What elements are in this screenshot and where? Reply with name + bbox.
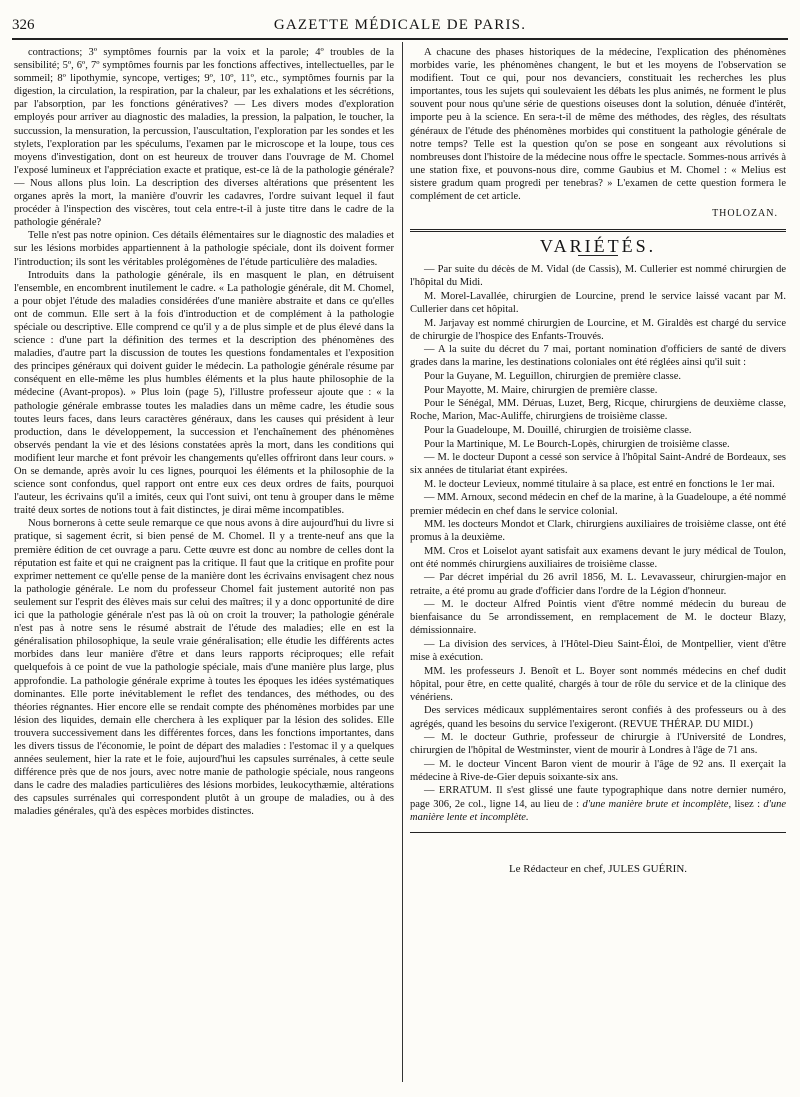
section-divider — [410, 229, 786, 232]
erratum-read: lisez : — [734, 798, 760, 810]
variete-item: — A la suite du décret du 7 mai, portant nomination d'officiers de santé de divers grades dans la marine, les destinations coloniales ont été réglées ainsi qu'il suit : — [410, 344, 786, 369]
variete-item: Pour la Martinique, M. Le Bourch-Lopès, chirurgien de troisième classe. — [424, 438, 730, 450]
variete-item: — MM. Arnoux, second médecin en chef de la marine, à la Guadeloupe, a été nommé premier médecin en chef dans le service colonial. — [410, 492, 786, 517]
variete-item: Pour la Guadeloupe, M. Douillé, chirurgien de troisième classe. — [424, 424, 692, 436]
page-number: 326 — [12, 17, 35, 33]
variete-item: MM. les docteurs Mondot et Clark, chirurgiens auxiliaires de troisième classe, ont été promus à la deuxième. — [410, 519, 786, 544]
running-title: GAZETTE MÉDICALE DE PARIS. — [273, 17, 527, 33]
left-paragraph-1: contractions; 3º symptômes fournis par la voix et la parole; 4º troubles de la sensibilité; 5º, 6º, 7º symptômes fournis par les fonctions affectives, intellectuelles, par le sommeil; 8º lipothymie, syncope, vertiges; 9º, 10º, 11º, etc., symptômes fournis par la digestion, la circulation, la respiration, par la chaleur, par les exhalations et les sécrétions, par l'absorption, par les fonctions génératives? — Les divers modes d'exploration employés pour arriver au diagnostic des maladies, la pression, la palpation, le toucher, la succussion, la mensuration, la percussion, l'auscultation, l'exploration par les sondes et les stylets, l'exploration par les spéculums, l'examen par le microscope et la loupe, tous ces moyens d'investigation, dont on est heureux de trouver dans l'ouvrage de M. Chomel l'exposé lumineux et l'appréciation exacte et pratique, est-ce là de la pathologie générale? — Nous allons plus loin. La description des diverses altérations que présentent les organes après la mort, la manière d'ouvrir les cadavres, l'ordre suivant lequel il faut procéder à l'inspection des viscères, tout cela entre-t-il à juste titre dans le cadre de la pathologie générale? — [14, 47, 394, 229]
variete-item: M. le docteur Levieux, nommé titulaire à sa place, est entré en fonctions le 1er mai. — [424, 478, 775, 490]
left-paragraph-4: Nous bornerons à cette seule remarque ce que nous avons à dire aujourd'hui du livre si pratique, si sagement écrit, si bien pensé de M. Chomel. Il y a trente-neuf ans que la première édition de cet ouvrage a paru. Cette œuvre est donc au nombre de celles dont la réputation est faite et qui ne craignent pas la critique. Il faut que la critique en profite pour exprimer nettement ce qu'elle pense de la manière dont les écrivains envisagent chez nous la pathologie générale. Le nom du professeur Chomel fait justement autorité non pas seulement sur l'esprit des élèves mais sur celui des maîtres; il y a donc opportunité de dire ici que la pathologie générale n'est pas là où on croit la trouver; la pathologie générale n'est pas à notre sens le résumé abstrait de l'étude des maladies; elle en est la généralisation philosophique, la seule vraie généralisation; elle étudie les différents actes morbides dans leur manière d'être et dans leurs rapports réciproques; elle refait quelquefois à ce point de vue la pathologie spéciale, mais d'une manière plus large, plus approfondie. La pathologie générale exprime à toutes les époques les idées systématiques dominantes. Elle porte inévitablement le reflet des tendances, des méthodes, ou des théories régnantes. Hier encore elle se rendait compte des phénomènes morbides par une lésion des liquides, demain elle cherchera à les expliquer par la lésion des solides. Elle trouvera successivement dans les différentes forces, dans les fonctions importantes, dans les divers tissus de l'économie, le point de départ des maladies : l'estomac il y a quelques années seulement, hier la rate et le foie, aujourd'hui les capsules surrénales, à cette seule différence près que de nos jours, avec notre manie de pathologie spéciale, nous rangeons dans le cadre des maladies particulières des lésions morbides, leukocythæmie, altérations des capsules surrénales qui correspondent plutôt à un groupe de maladies, ou à des maladies générales, qu'à des espèces morbides distinctes. — [14, 518, 394, 818]
variete-item: — M. le docteur Guthrie, professeur de chirurgie à l'Université de Londres, chirurgien de l'hôpital de Westminster, vient de mourir à Londres à l'âge de 71 ans. — [410, 732, 786, 757]
variete-item: Pour le Sénégal, MM. Déruas, Luzet, Berg, Ricque, chirurgiens de deuxième classe, Roche, Marion, Mac-Auliffe, chirurgiens de troisième classe. — [410, 398, 786, 423]
erratum-wrong-text: d'une manière brute et incomplète, — [582, 798, 732, 810]
variete-item: Pour Mayotte, M. Maire, chirurgien de première classe. — [424, 384, 658, 396]
section-title-varietes: VARIÉTÉS. — [539, 236, 657, 257]
variete-item: — M. le docteur Alfred Pointis vient d'être nommé médecin du bureau de bienfaisance du 5e arrondissement, en remplacement de M. le docteur Blazy, démissionnaire. — [410, 599, 786, 637]
author-signature: THOLOZAN. — [712, 208, 778, 220]
varietes-list — [410, 263, 786, 823]
variete-item: — La division des services, à l'Hôtel-Dieu Saint-Éloi, de Montpellier, vient d'être mise à exécution. — [410, 638, 786, 664]
variete-item: M. Morel-Lavallée, chirurgien de Lourcine, prend le service laissé vacant par M. Cullerier dans cet hôpital. — [410, 291, 786, 316]
variete-item: M. Jarjavay est nommé chirurgien de Lourcine, et M. Giraldès est chargé du service de chirurgie de l'hospice des Enfants-Trouvés. — [410, 317, 786, 342]
editor-label: Le Rédacteur en chef, — [508, 862, 606, 875]
variete-item: — Par décret impérial du 26 avril 1856, M. L. Levavasseur, chirurgien-major en retraite, a été promu au grade d'officier dans l'ordre de la Légion d'honneur. — [410, 572, 786, 597]
page-header — [12, 8, 788, 40]
variete-item: Des services médicaux supplémentaires seront confiés à des professeurs ou à des agrégés, quand les besoins du service l'exigeront. (REVUE THÉRAP. DU MIDI.) — [410, 705, 786, 730]
erratum-correct-text: d'une manière lente et incomplète. — [410, 798, 786, 823]
right-column — [410, 46, 786, 1086]
variete-item: — M. le docteur Vincent Baron vient de mourir à l'âge de 92 ans. Il exerçait la médecine à Rive-de-Gier depuis soixante-six ans. — [410, 758, 786, 783]
erratum — [410, 784, 786, 823]
right-paragraph-1: A chacune des phases historiques de la médecine, l'explication des phénomènes morbides varie, les phénomènes changent, le but et les moyens de l'observation se modifient. Tout ce qui, pour nos devanciers, constituait les recherches les plus importantes, tous les sujets qui soulevaient les débats les plus animés, ne forment le plus souvent pour nous qu'une série de questions oiseuses dont la solution, dénuée d'intérêt, importe peu à la science. En sera-t-il de même des méthodes, des règles, des résultats généraux de l'étude des phénomènes morbides qui constituent la pathologie générale de notre temps? Telle est la question qu'on se pose en songeant aux révolutions si nombreuses dont l'histoire de la médecine nous offre le spectacle. Sommes-nous arrivés à une station fixe, et pouvons-nous dire, comme Gaubius et M. Chomel : « Melius est sistere gradum quam progredi per tenebras? » L'examen de cette question formera le complément de cet article. — [410, 47, 786, 203]
erratum-text: Il s'est glissé une faute typographique dans notre dernier numéro, page 306, 2e col., ligne 14, au lieu de : — [410, 785, 786, 810]
editor-name: JULES GUÉRIN. — [608, 862, 688, 875]
variete-item: Pour la Guyane, M. Leguillon, chirurgien de première classe. — [424, 371, 681, 383]
left-paragraph-2: Telle n'est pas notre opinion. Ces détails élémentaires sur le diagnostic des maladies et sur les lésions morbides appartiennent à la pathologie spéciale, dont ils doivent former l'introduction; ils sont les véritables prolégomènes de l'étude particulière des maladies. — [14, 230, 394, 268]
footer-divider — [410, 832, 786, 833]
editor-line — [410, 863, 786, 876]
variete-item: MM. Cros et Loiselot ayant satisfait aux examens devant le jury médical de Toulon, ont été nommés chirurgiens auxiliaires de troisième classe. — [410, 545, 786, 570]
column-divider — [402, 42, 403, 1082]
variete-item: MM. les professeurs J. Benoît et L. Boyer sont nommés médecins en chef dudit hôpital, pour être, en cette qualité, chargés à tour de rôle du service et de la clinique des vénériens. — [410, 665, 786, 703]
left-column — [14, 46, 394, 1086]
variete-item: — M. le docteur Dupont a cessé son service à l'hôpital Saint-André de Bordeaux, ses six années de titulariat étant expirées. — [410, 452, 786, 477]
erratum-label: — ERRATUM. — [424, 785, 492, 797]
variete-item: — Par suite du décès de M. Vidal (de Cassis), M. Cullerier est nommé chirurgien de l'hôpital du Midi. — [410, 264, 786, 289]
left-paragraph-3: Introduits dans la pathologie générale, ils en masquent le plan, en détruisent l'ensemble, en encombrent inutilement le cadre. « La pathologie générale, dit M. Chomel, a pour objet l'étude des maladies considérées d'une manière abstraite et dans ce qu'elles ont de commun. Elle sert à la fois d'introduction et de complément à la pathologie spéciale ou descriptive. Elle comprend ce qu'il y a de plus simple et de plus élevé dans la science : d'une part la définition des termes et la description des phénomènes des maladies, d'autre part la discussion de toutes les questions fondamentales et l'exposition des principes généraux qui doivent guider le médecin. La pathologie générale résume par conséquent en elle-même les plus humbles éléments et la plus haute philosophie de la médecine (Avant-propos). » Plus loin (page 5), l'illustre professeur ajoute que : « la pathologie générale embrasse toutes les maladies dans un même cadre, les étudie sous toutes leurs faces, dans leurs caractères généraux, dans les causes qui président à leur production, dans le développement, la succession et l'enchaînement des phénomènes observés pendant la vie et des lésions constatées après la mort, dans les conditions qui modifient leur marche et font prévoir les changements qu'elles offriront dans leur cours. » On se demande, après avoir lu ces lignes, pourquoi les éléments et la philosophie de la science sont confondus, quel rapport ont entre eux ces deux ordres de faits, pourquoi l'auteur, les écrivains qu'il a imités, ceux qui l'ont suivi, ont tenu à grouper dans le même traité deux sortes de notions tout à fait distinctes, je dirai même incompatibles. — [14, 269, 394, 517]
